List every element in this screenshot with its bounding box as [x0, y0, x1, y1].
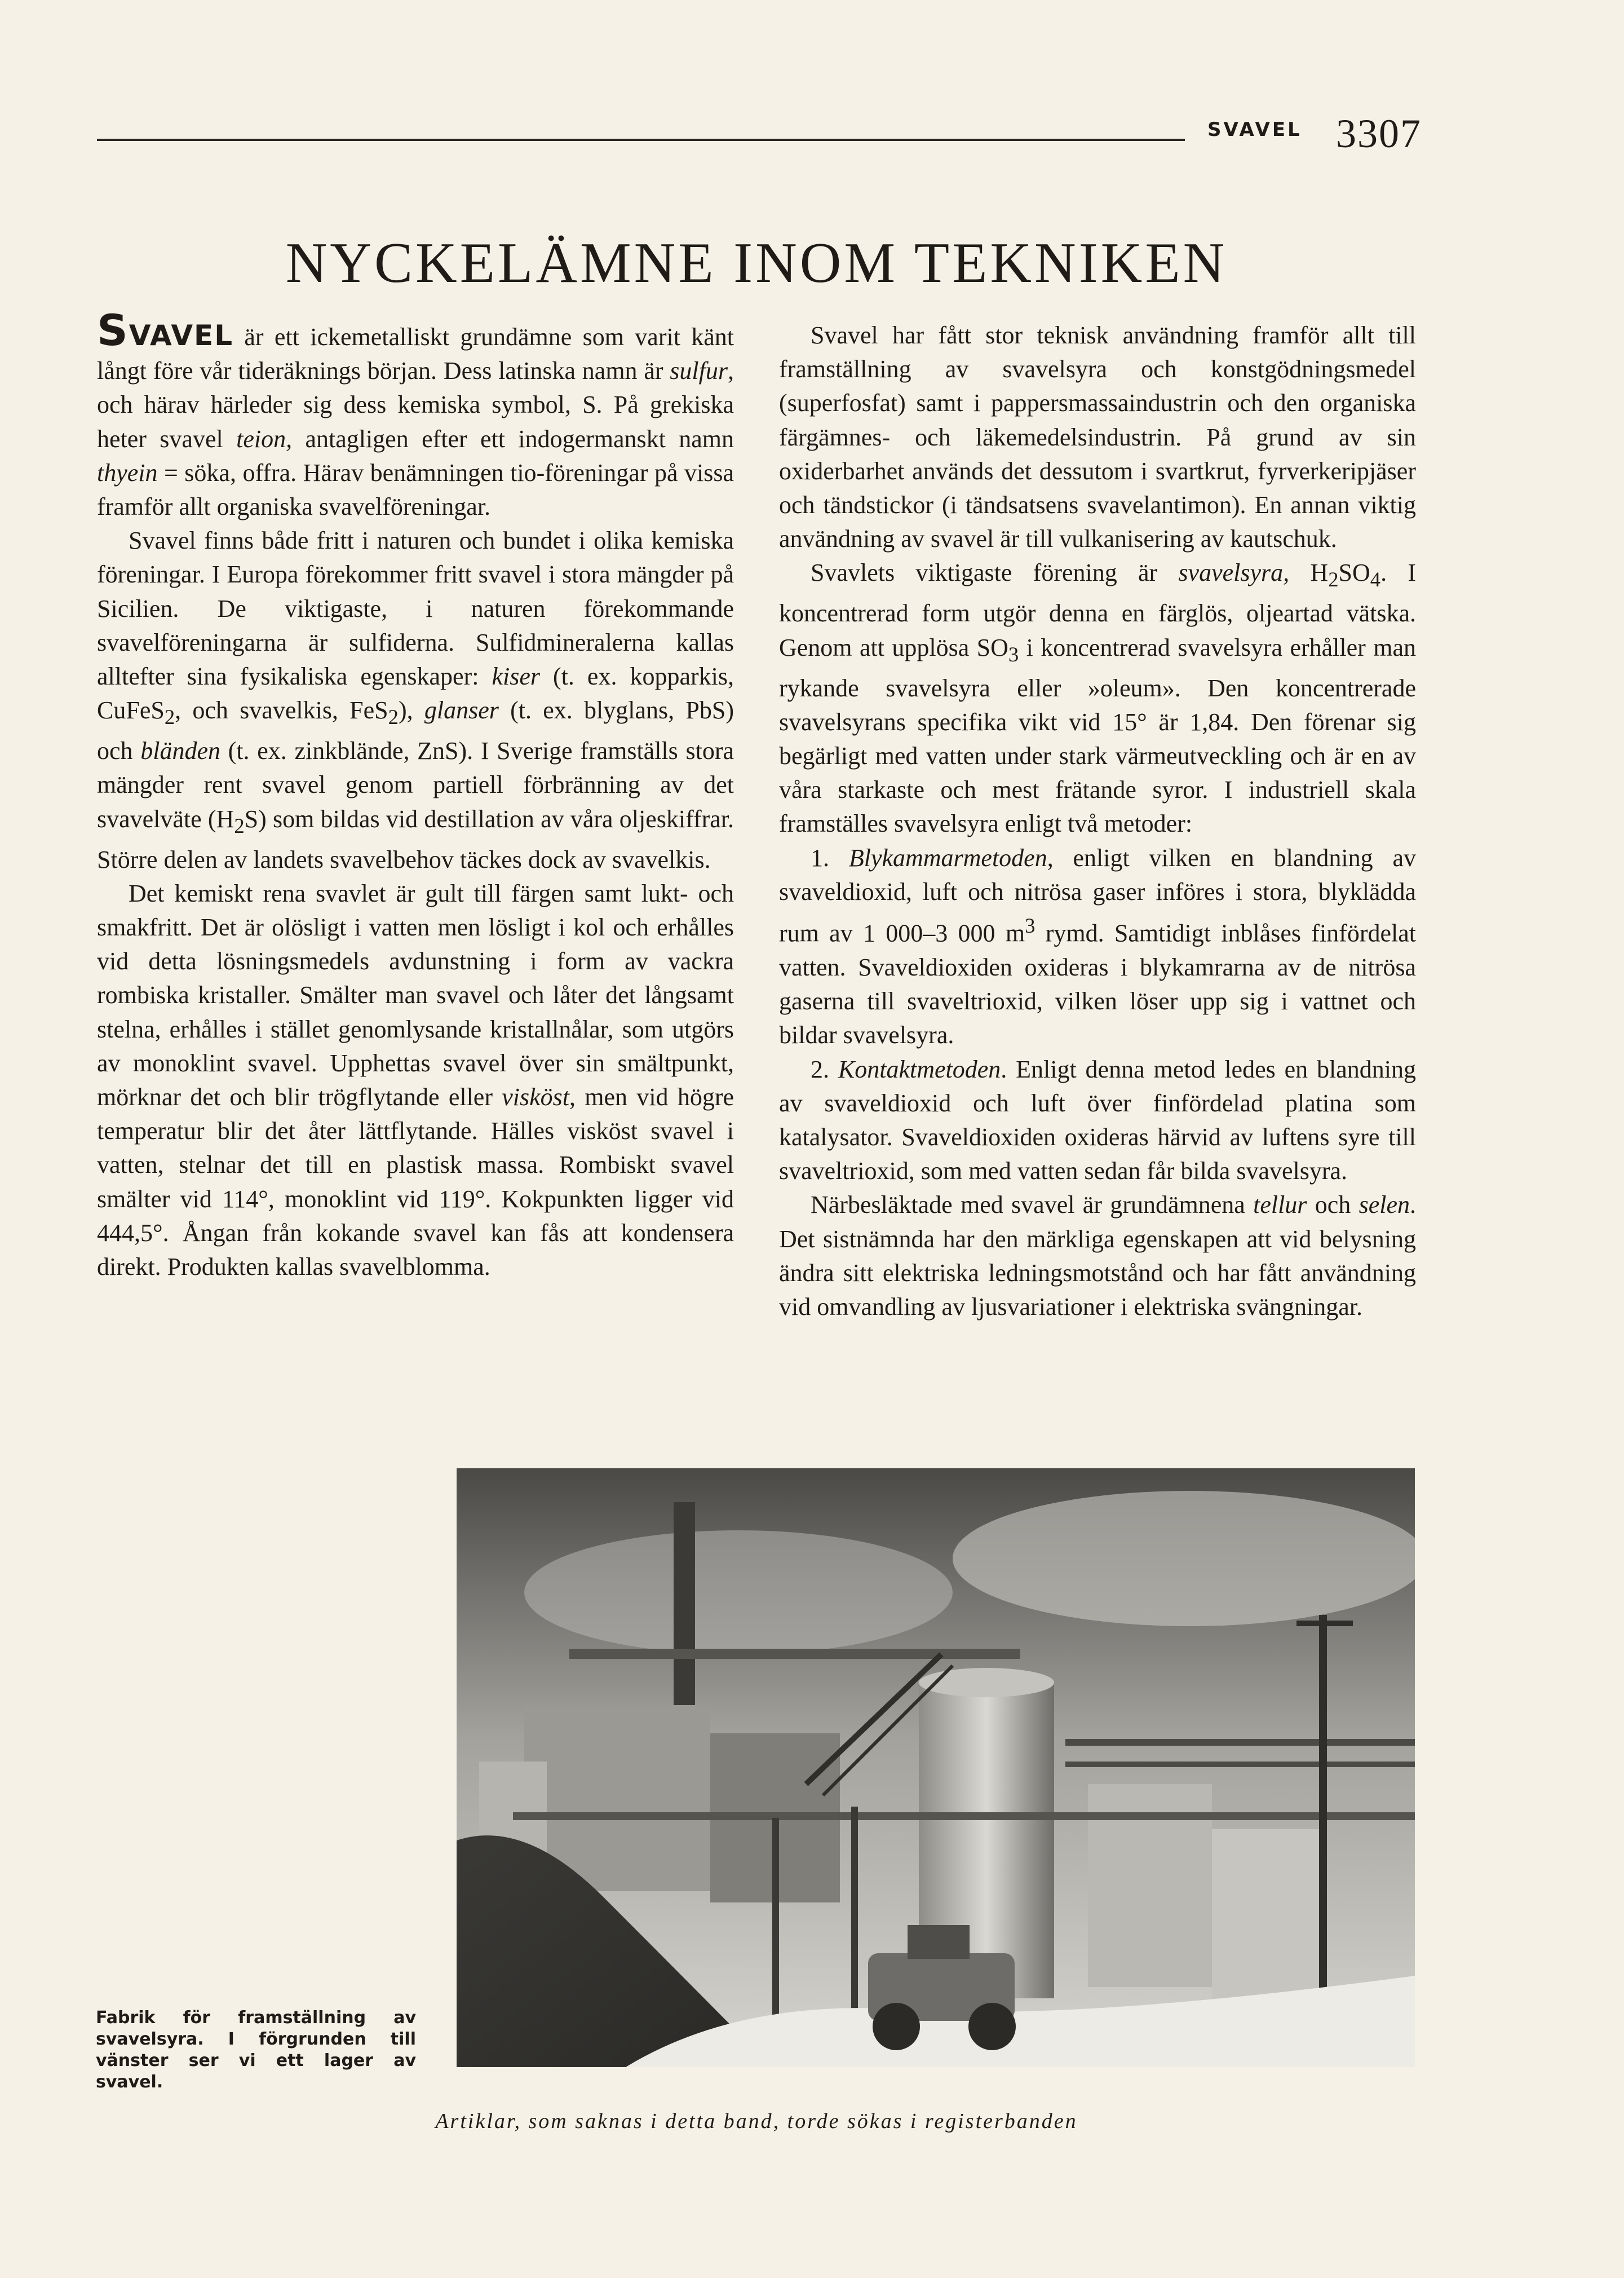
left-column: [97, 305, 734, 1284]
right-paragraph-4: 2. Kontaktmetoden. Enligt denna metod ledes en blandning av svaveldioxid och luft över finfördelad platina som katalysator. Svaveldioxiden oxideras härvid av luftens syre till svaveltrioxid, som med vatten sedan får bilda svavelsyra.: [779, 1055, 1416, 1185]
photo-caption: Fabrik för framställning av svavelsyra. I förgrunden till vänster ser vi ett lager av svavel.: [96, 2008, 416, 2092]
factory-photo-illustration: [457, 1468, 1415, 2067]
right-paragraph-3: 1. Blykammarmetoden, enligt vilken en blandning av svaveldioxid, luft och nitrösa gaser införes i stora, blyklädda rum av 1 000–3 000 $m^3$ rymd. Samtidigt inblåses finfördelat vatten. Svaveldioxiden oxideras i blykamrarna av de nitrösa gaserna till svaveltrioxid, vilken löser upp sig i vattnet och bildar svavelsyra.: [779, 844, 1416, 1049]
right-paragraph-2: Svavlets viktigaste förening är svavelsyra, $H_2SO_4$. I koncentrerad form utgör denna en färglös, oljeartad vätska. Genom att upplösa $SO_3$ i koncentrerad svavelsyra erhåller man rykande svavelsyra eller »oleum». Den koncentrerade svavelsyrans specifika vikt vid 15° är 1,84. Den förenar sig begärligt med vatten under stark värmeutveckling och är en av våra starkaste och mest frätande syror. I industriell skala framställes svavelsyra enligt två metoder:: [779, 559, 1416, 838]
page-number: 3307: [1336, 111, 1422, 156]
right-paragraph-5: Närbesläktade med svavel är grundämnena tellur och selen. Det sistnämnda har den märkliga egenskapen att vid belysning ändra sitt elektriska ledningsmotstånd och har fått användning vid omvandling av ljusvariationer i elektriska svängningar.: [779, 1191, 1417, 1321]
running-head: SVAVEL: [1207, 118, 1302, 141]
footer-note: Artiklar, som saknas i detta band, torde sökas i registerbanden: [435, 2109, 1078, 2133]
dropcap: SVAVEL: [97, 305, 234, 355]
factory-photo: [457, 1468, 1415, 2067]
page-title: NYCKELÄMNE INOM TEKNIKEN: [285, 231, 1228, 295]
left-paragraph-3: Det kemiskt rena svavlet är gult till färgen samt lukt- och smakfritt. Det är olösligt i vatten men lösligt i kol och erhålles vid detta lösningsmedels avdunstning i form av vackra rombiska kristaller. Smälter man svavel och låter det långsamt stelna, erhålles i stället genomlysande kristallnålar, som utgörs av monoklint svavel. Upphettas svavel över sin smältpunkt, mörknar det och blir trögflytande eller visköst, men vid högre temperatur blir det åter lättflytande. Hälles visköst svavel i vatten, stelnar det till en plastisk massa. Rombiskt svavel smälter vid 114°, monoklint vid 119°. Kokpunkten ligger vid 444,5°. Ångan från kokande svavel kan fås att kondensera direkt. Produkten kallas svavelblomma.: [97, 879, 734, 1281]
header-rule: [97, 139, 1185, 141]
left-paragraph-1: SVAVEL är ett ickemetalliskt grundämne som varit känt långt före vår tideräknings början. Dess latinska namn är sulfur, och härav härleder sig dess kemiska symbol, S. På grekiska heter svavel teion, antagligen efter ett indogermanskt namn thyein = söka, offra. Härav benämningen tio-föreningar på vissa framför allt organiska svavelföreningar.: [97, 305, 734, 521]
right-paragraph-1: Svavel har fått stor teknisk användning framför allt till framställning av svavelsyra och konstgödningsmedel (superfosfat) samt i pappersmassaindustrin och den organiska färgämnes- och läkemedelsindustrin. På grund av sin oxiderbarhet används det dessutom i svartkrut, fyrverkeripjäser och tändstickor (i tändsatsens svavelantimon). En annan viktig användning av svavel är till vulkanisering av kautschuk.: [779, 321, 1416, 553]
right-column: [779, 319, 1416, 1324]
left-paragraph-2: Svavel finns både fritt i naturen och bundet i olika kemiska föreningar. I Europa förekommer fritt svavel i stora mängder på Sicilien. De viktigaste, i naturen förekommande svavelföreningarna är sulfiderna. Sulfidmineralerna kallas alltefter sina fysikaliska egenskaper: kiser (t. ex. kopparkis, CuFeS$_2$, och svavelkis, FeS$_2$), glanser (t. ex. blyglans, PbS) och bländen (t. ex. zinkblände, ZnS). I Sverige framställs stora mängder rent svavel genom partiell förbränning av det svavelväte $(H_2S)$ som bildas vid destillation av våra oljeskiffrar. Större delen av landets svavelbehov täckes dock av svavelkis.: [97, 527, 734, 873]
